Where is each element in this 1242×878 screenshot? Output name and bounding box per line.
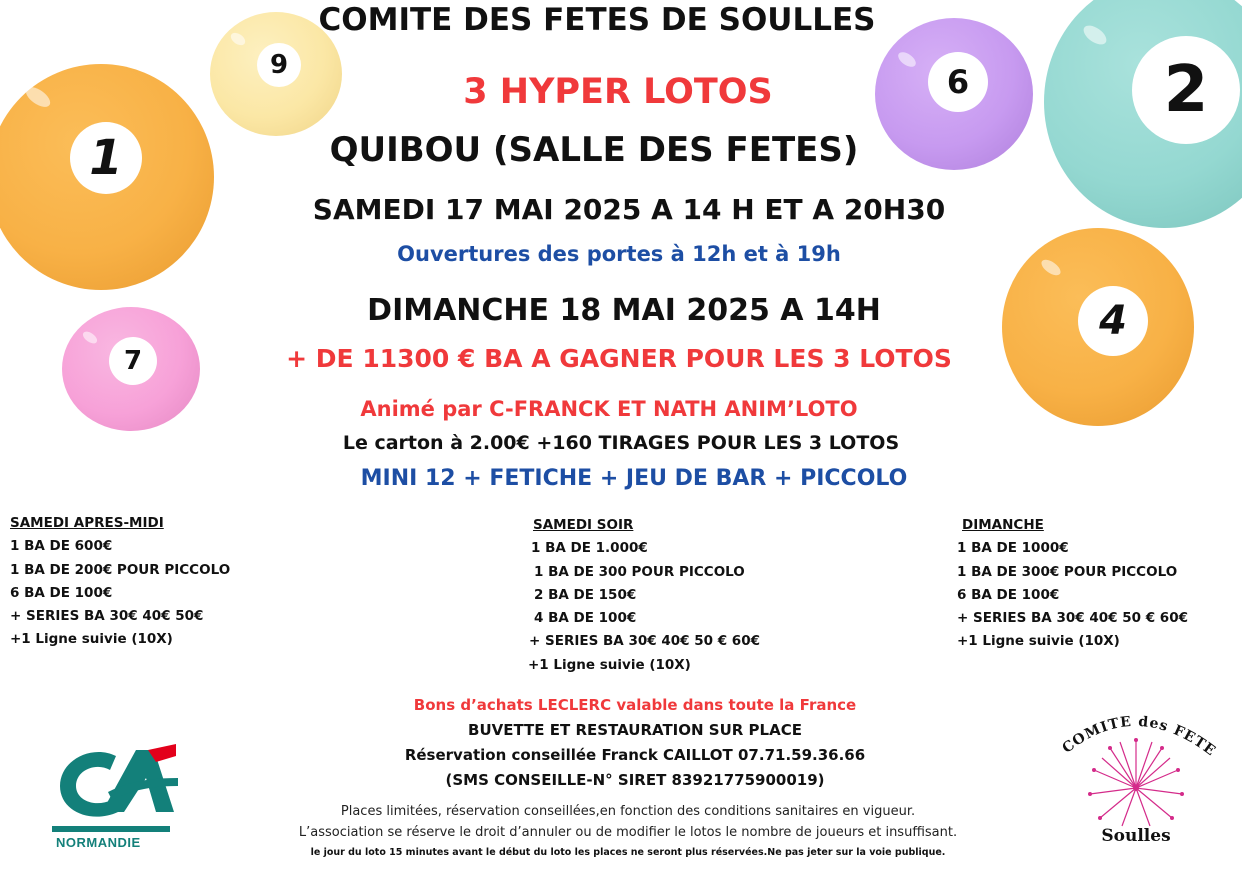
column-saturday-evening (528, 514, 760, 677)
column-heading: SAMEDI APRES-MIDI (10, 515, 164, 531)
event-title: 3 HYPER LOTOS (463, 72, 773, 112)
prize-line: 6 BA DE 100€ (10, 584, 113, 601)
organizer-title: COMITE DES FETES DE SOULLES (318, 2, 876, 38)
bank-logo (52, 742, 182, 854)
committee-logo-title: COMITE des FETE (1059, 713, 1219, 760)
sunday-date: DIMANCHE 18 MAI 2025 A 14H (367, 293, 881, 328)
saturday-date: SAMEDI 17 MAI 2025 A 14 H ET A 20H30 (312, 193, 946, 226)
column-saturday-afternoon (10, 512, 230, 652)
prize-line: + SERIES BA 30€ 40€ 50€ (10, 608, 204, 625)
host: Animé par C-FRANCK ET NATH ANIM’LOTO (360, 397, 858, 421)
ball-number: 6 (928, 52, 988, 112)
column-heading: DIMANCHE (962, 517, 1044, 533)
column-heading: SAMEDI SOIR (533, 517, 634, 533)
prize-line: +1 Ligne suivie (10X) (528, 656, 691, 673)
prize-line: 1 BA DE 600€ (10, 538, 113, 555)
ball-number: 9 (257, 43, 301, 87)
booking-contact: Réservation conseillée Franck CAILLOT 07.71.59.36.66 (404, 746, 866, 764)
venue: QUIBOU (SALLE DES FETES) (329, 130, 859, 170)
prize-line: 1 BA DE 300€ POUR PICCOLO (957, 563, 1178, 580)
committee-logo (1050, 700, 1222, 858)
bank-name: NORMANDIE (56, 835, 141, 850)
footer-note-2: L’association se réserve le droit d’annuler ou de modifier le lotos le nombre de joueurs et insuffisant. (298, 825, 958, 840)
prize-line: 1 BA DE 200€ POUR PICCOLO (10, 561, 231, 578)
vouchers-note: Bons d’achats LECLERC valable dans toute la France (413, 696, 857, 714)
prize-line: 1 BA DE 1.000€ (531, 540, 648, 557)
card-price: Le carton à 2.00€ +160 TIRAGES POUR LES 3 LOTOS (342, 432, 900, 454)
prize-line: 1 BA DE 1000€ (957, 540, 1069, 557)
prize-line: 6 BA DE 100€ (957, 586, 1060, 603)
svg-text:COMITE des FETES (1050, 700, 1219, 760)
committee-logo-town: Soulles (1101, 826, 1171, 846)
games-list: MINI 12 + FETICHE + JEU DE BAR + PICCOLO (360, 466, 908, 491)
prize-line: 2 BA DE 150€ (534, 586, 637, 603)
footer-note-3: le jour du loto 15 minutes avant le début du loto les places ne seront plus réservées.Ne pas jeter sur la voie publique. (310, 847, 946, 858)
ball-number: 4 (1078, 286, 1148, 356)
prize-line: +1 Ligne suivie (10X) (957, 633, 1120, 650)
bank-logo-mark (52, 742, 182, 824)
prize-line: + SERIES BA 30€ 40€ 50 € 60€ (957, 610, 1188, 627)
food-note: BUVETTE ET RESTAURATION SUR PLACE (468, 721, 802, 739)
prize-line: +1 Ligne suivie (10X) (10, 631, 173, 648)
ball-number: 1 (70, 122, 142, 194)
doors-opening: Ouvertures des portes à 12h et à 19h (397, 242, 841, 266)
prize-total: + DE 11300 € BA A GAGNER POUR LES 3 LOTOS (286, 344, 952, 373)
footer-note-1: Places limitées, réservation conseillées,en fonction des conditions sanitaires en vigueur. (340, 804, 916, 819)
ball-number: 2 (1132, 36, 1240, 144)
prize-line: + SERIES BA 30€ 40€ 50 € 60€ (529, 633, 760, 650)
prize-line: 1 BA DE 300 POUR PICCOLO (534, 563, 745, 580)
siret-line: (SMS CONSEILLE-N° SIRET 83921775900019) (445, 771, 825, 789)
ball-number: 7 (109, 337, 157, 385)
column-sunday (957, 514, 1188, 654)
prize-line: 4 BA DE 100€ (534, 610, 637, 627)
